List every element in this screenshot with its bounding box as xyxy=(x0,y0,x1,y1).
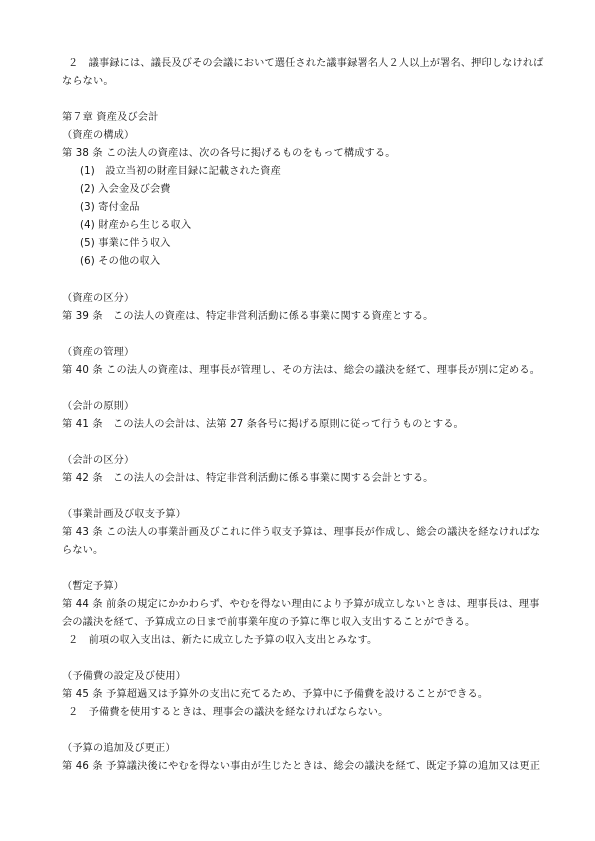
section-heading: （会計の原則） xyxy=(62,401,135,412)
article-line: 第 45 条 予算超過又は予算外の支出に充てるため、予算中に予備費を設けることができる。 xyxy=(62,689,489,700)
section-heading: （暫定予算） xyxy=(62,581,125,592)
article-line: 第 40 条 この法人の資産は、理事長が管理し、その方法は、総会の議決を経て、理事長が別に定める。 xyxy=(62,365,541,376)
list-item: (1) 設立当初の財産目録に記載された資産 xyxy=(80,166,281,177)
paragraph-line: ２ 予備費を使用するときは、理事会の議決を経なければならない。 xyxy=(68,707,389,718)
list-item: (2) 入会金及び会費 xyxy=(80,184,171,195)
article-line: 第 39 条 この法人の資産は、特定非営利活動に係る事業に関する資産とする。 xyxy=(62,311,434,322)
article-line: 第 42 条 この法人の会計は、特定非営利活動に係る事業に関する会計とする。 xyxy=(62,473,434,484)
article-line: 第 43 条 この法人の事業計画及びこれに伴う収支予算は、理事長が作成し、総会の議決を経なければな xyxy=(62,527,541,538)
section-heading: （資産の区分） xyxy=(62,293,135,304)
section-heading: （資産の管理） xyxy=(62,347,135,358)
section-heading: （会計の区分） xyxy=(62,455,135,466)
paragraph-line: ２ 議事録には、議長及びその会議において選任された議事録署名人２人以上が署名、押印しなければ xyxy=(68,58,544,69)
paragraph-line: ２ 前項の収入支出は、新たに成立した予算の収入支出とみなす。 xyxy=(68,635,378,646)
paragraph-line: らない。 xyxy=(62,545,104,556)
list-item: (5) 事業に伴う収入 xyxy=(80,238,171,249)
section-heading: （予備費の設定及び使用） xyxy=(62,671,187,682)
article-line: 第 41 条 この法人の会計は、法第 27 条各号に掲げる原則に従って行うものとする。 xyxy=(62,419,464,430)
chapter-heading: 第７章 資産及び会計 xyxy=(62,112,159,123)
list-item: (6) その他の収入 xyxy=(80,256,161,267)
article-line: 第 38 条 この法人の資産は、次の各号に掲げるものをもって構成する。 xyxy=(62,148,396,159)
article-line: 第 44 条 前条の規定にかかわらず、やむを得ない理由により予算が成立しないときは、理事長は、理事 xyxy=(62,599,540,610)
paragraph-line: ならない。 xyxy=(62,76,114,87)
section-heading: （予算の追加及び更正） xyxy=(62,743,176,754)
section-heading: （事業計画及び収支予算） xyxy=(62,509,187,520)
article-line: 第 46 条 予算議決後にやむを得ない事由が生じたときは、総会の議決を経て、既定予算の追加又は更正 xyxy=(62,761,541,772)
section-heading: （資産の構成） xyxy=(62,130,135,141)
list-item: (4) 財産から生じる収入 xyxy=(80,220,192,231)
paragraph-line: 会の議決を経て、予算成立の日まで前事業年度の予算に準じ収入支出することができる。 xyxy=(62,617,476,628)
list-item: (3) 寄付金品 xyxy=(80,202,140,213)
